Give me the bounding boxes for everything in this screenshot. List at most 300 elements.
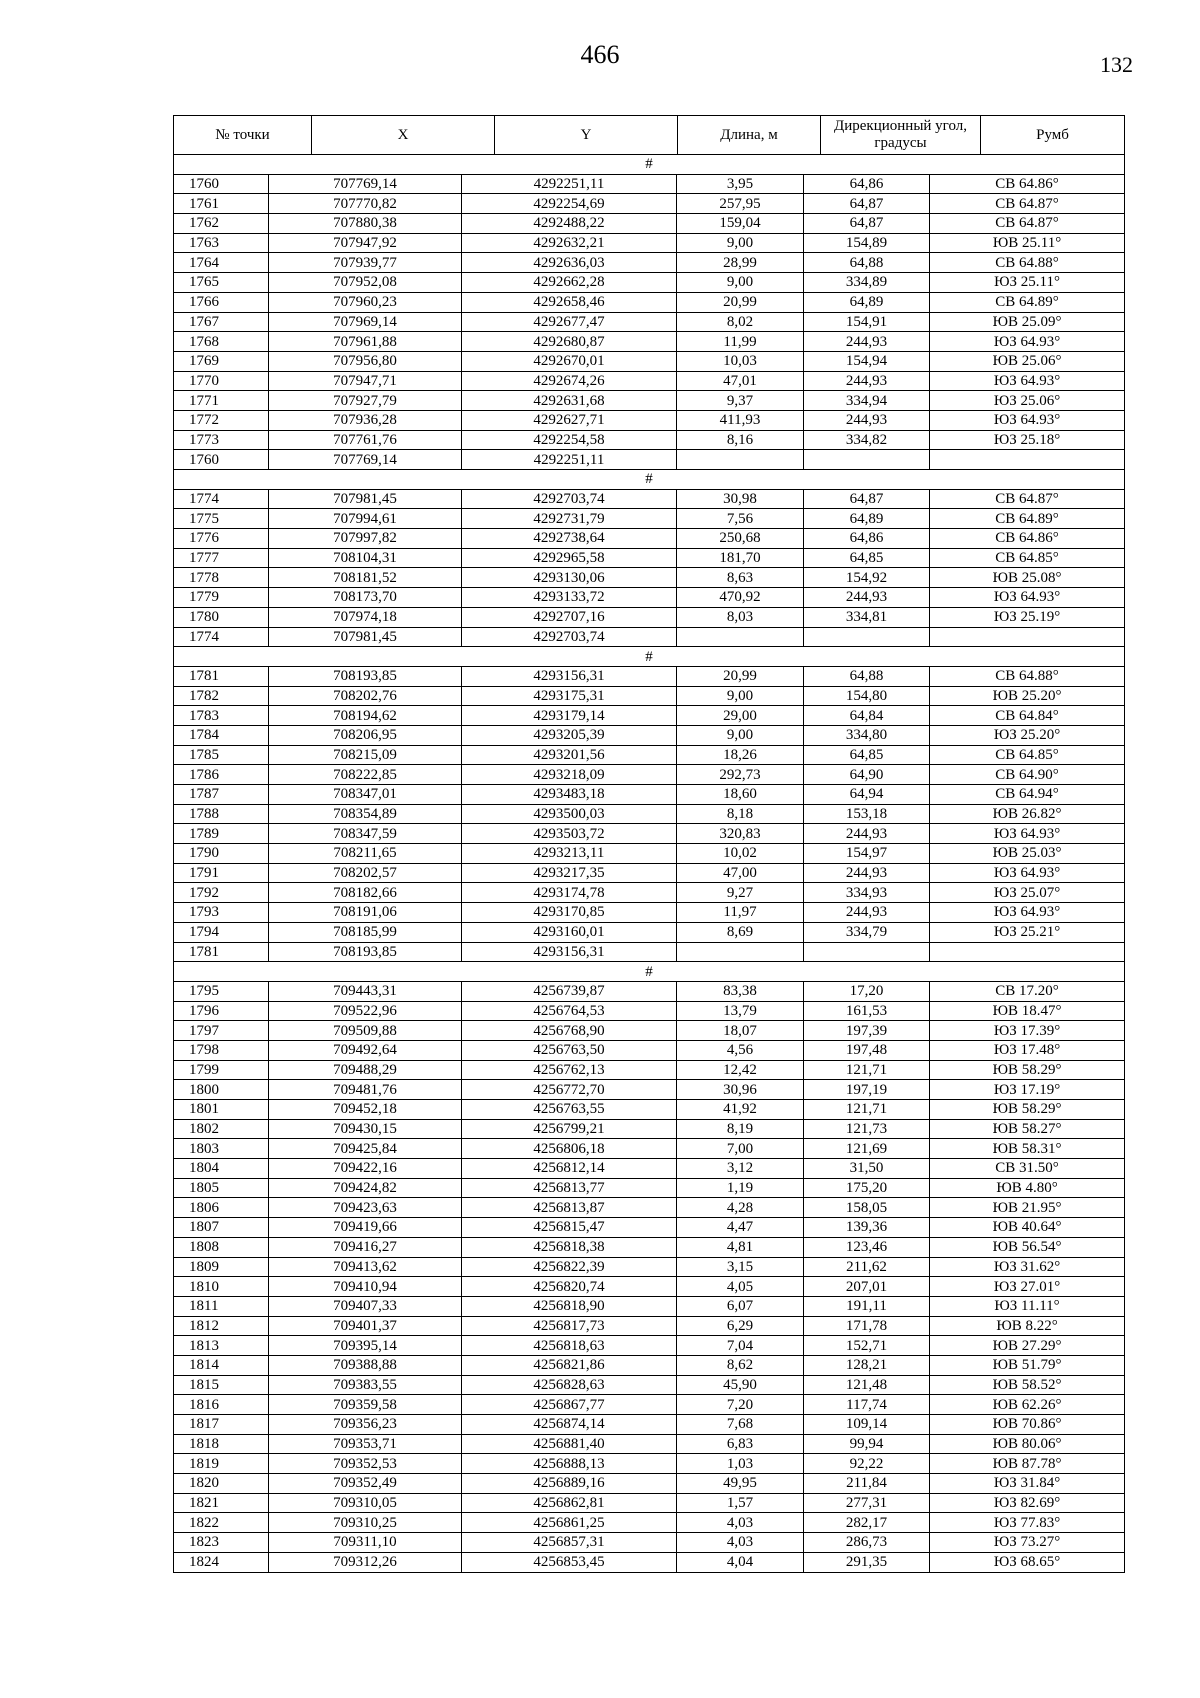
x-cell: 709425,84 — [269, 1139, 462, 1159]
table-row — [174, 529, 1125, 549]
rhumb-cell: ЮВ 21.95° — [930, 1198, 1125, 1218]
rhumb-cell: ЮВ 25.09° — [930, 312, 1125, 332]
length-cell: 6,83 — [677, 1434, 804, 1454]
y-cell: 4293500,03 — [462, 804, 677, 824]
length-cell: 13,79 — [677, 1001, 804, 1021]
angle-cell: 244,93 — [804, 824, 930, 844]
x-cell: 709352,49 — [269, 1474, 462, 1494]
point-number-cell: 1775 — [174, 509, 269, 529]
point-number-cell: 1814 — [174, 1355, 269, 1375]
angle-cell: 64,90 — [804, 765, 930, 785]
length-cell: 18,07 — [677, 1021, 804, 1041]
table-row — [174, 1100, 1125, 1120]
angle-cell: 64,89 — [804, 292, 930, 312]
length-cell: 18,60 — [677, 785, 804, 805]
y-cell: 4256762,13 — [462, 1060, 677, 1080]
rhumb-cell: СВ 64.85° — [930, 745, 1125, 765]
point-number-cell: 1781 — [174, 666, 269, 686]
table-row — [174, 1001, 1125, 1021]
point-number-cell: 1817 — [174, 1415, 269, 1435]
point-number-cell: 1810 — [174, 1277, 269, 1297]
length-cell: 3,12 — [677, 1159, 804, 1179]
angle-cell: 64,87 — [804, 489, 930, 509]
length-cell: 7,20 — [677, 1395, 804, 1415]
y-cell: 4256822,39 — [462, 1257, 677, 1277]
x-cell: 707947,92 — [269, 233, 462, 253]
angle-cell: 154,80 — [804, 686, 930, 706]
y-cell: 4256806,18 — [462, 1139, 677, 1159]
rhumb-cell: ЮЗ 64.93° — [930, 903, 1125, 923]
table-row — [174, 1513, 1125, 1533]
x-cell: 709488,29 — [269, 1060, 462, 1080]
table-row — [174, 1218, 1125, 1238]
y-cell: 4293170,85 — [462, 903, 677, 923]
x-cell: 707997,82 — [269, 529, 462, 549]
point-number-cell: 1791 — [174, 863, 269, 883]
angle-cell: 334,80 — [804, 725, 930, 745]
length-cell: 4,04 — [677, 1552, 804, 1572]
table-row — [174, 233, 1125, 253]
x-cell: 707939,77 — [269, 253, 462, 273]
point-number-cell: 1794 — [174, 922, 269, 942]
x-cell: 707936,28 — [269, 410, 462, 430]
x-cell: 709395,14 — [269, 1336, 462, 1356]
point-number-cell: 1788 — [174, 804, 269, 824]
point-number-cell: 1779 — [174, 588, 269, 608]
point-number-cell: 1804 — [174, 1159, 269, 1179]
table-row — [174, 1316, 1125, 1336]
x-cell: 707947,71 — [269, 371, 462, 391]
y-cell: 4293156,31 — [462, 942, 677, 962]
length-cell: 8,18 — [677, 804, 804, 824]
angle-cell: 286,73 — [804, 1533, 930, 1553]
x-cell: 707769,14 — [269, 174, 462, 194]
angle-cell: 211,84 — [804, 1474, 930, 1494]
x-cell: 709509,88 — [269, 1021, 462, 1041]
point-number-cell: 1777 — [174, 548, 269, 568]
rhumb-cell: ЮЗ 64.93° — [930, 371, 1125, 391]
point-number-cell: 1820 — [174, 1474, 269, 1494]
x-cell: 707981,45 — [269, 627, 462, 647]
rhumb-cell: ЮВ 80.06° — [930, 1434, 1125, 1454]
angle-cell: 154,91 — [804, 312, 930, 332]
y-cell: 4256828,63 — [462, 1375, 677, 1395]
length-cell: 28,99 — [677, 253, 804, 273]
x-cell: 709310,05 — [269, 1493, 462, 1513]
table-row — [174, 1257, 1125, 1277]
x-cell: 709522,96 — [269, 1001, 462, 1021]
length-cell: 30,98 — [677, 489, 804, 509]
y-cell: 4256813,77 — [462, 1178, 677, 1198]
point-number-cell: 1780 — [174, 607, 269, 627]
length-cell: 9,00 — [677, 273, 804, 293]
table-row — [174, 253, 1125, 273]
section-separator-mark: # — [174, 647, 1125, 667]
point-number-cell: 1769 — [174, 351, 269, 371]
y-cell: 4293201,56 — [462, 745, 677, 765]
length-cell: 1,03 — [677, 1454, 804, 1474]
table-row — [174, 922, 1125, 942]
length-cell: 257,95 — [677, 194, 804, 214]
y-cell: 4293174,78 — [462, 883, 677, 903]
table-row — [174, 785, 1125, 805]
length-cell: 20,99 — [677, 292, 804, 312]
x-cell: 709353,71 — [269, 1434, 462, 1454]
point-number-cell: 1823 — [174, 1533, 269, 1553]
y-cell: 4256739,87 — [462, 981, 677, 1001]
length-cell: 9,00 — [677, 725, 804, 745]
table-row — [174, 1375, 1125, 1395]
rhumb-cell — [930, 450, 1125, 470]
angle-cell: 121,73 — [804, 1119, 930, 1139]
length-cell: 8,19 — [677, 1119, 804, 1139]
table-row — [174, 666, 1125, 686]
y-cell: 4292662,28 — [462, 273, 677, 293]
angle-cell: 244,93 — [804, 410, 930, 430]
header-rhumb: Румб — [981, 116, 1125, 155]
point-number-cell: 1789 — [174, 824, 269, 844]
x-cell: 709416,27 — [269, 1237, 462, 1257]
x-cell: 709430,15 — [269, 1119, 462, 1139]
rhumb-cell: ЮЗ 82.69° — [930, 1493, 1125, 1513]
y-cell: 4293179,14 — [462, 706, 677, 726]
table-row — [174, 273, 1125, 293]
table-row — [174, 745, 1125, 765]
rhumb-cell: ЮЗ 64.93° — [930, 863, 1125, 883]
angle-cell: 31,50 — [804, 1159, 930, 1179]
table-row — [174, 1434, 1125, 1454]
y-cell: 4292251,11 — [462, 174, 677, 194]
length-cell: 181,70 — [677, 548, 804, 568]
x-cell: 707952,08 — [269, 273, 462, 293]
x-cell: 708173,70 — [269, 588, 462, 608]
point-number-cell: 1808 — [174, 1237, 269, 1257]
table-row — [174, 725, 1125, 745]
section-separator-mark: # — [174, 155, 1125, 175]
table-row — [174, 1415, 1125, 1435]
rhumb-cell: ЮВ 25.20° — [930, 686, 1125, 706]
table-row — [174, 1040, 1125, 1060]
x-cell: 707761,76 — [269, 430, 462, 450]
point-number-cell: 1770 — [174, 371, 269, 391]
rhumb-cell: ЮЗ 25.06° — [930, 391, 1125, 411]
rhumb-cell: ЮВ 25.11° — [930, 233, 1125, 253]
angle-cell: 244,93 — [804, 588, 930, 608]
point-number-cell: 1822 — [174, 1513, 269, 1533]
rhumb-cell: ЮВ 27.29° — [930, 1336, 1125, 1356]
point-number-cell: 1773 — [174, 430, 269, 450]
x-cell: 707960,23 — [269, 292, 462, 312]
y-cell: 4256853,45 — [462, 1552, 677, 1572]
x-cell: 709310,25 — [269, 1513, 462, 1533]
point-number-cell: 1767 — [174, 312, 269, 332]
angle-cell: 291,35 — [804, 1552, 930, 1572]
table-row — [174, 351, 1125, 371]
point-number-cell: 1800 — [174, 1080, 269, 1100]
length-cell: 20,99 — [677, 666, 804, 686]
y-cell: 4293156,31 — [462, 666, 677, 686]
point-number-cell: 1763 — [174, 233, 269, 253]
point-number-cell: 1811 — [174, 1296, 269, 1316]
table-row — [174, 292, 1125, 312]
header-direction-angle: Дирекционный угол, градусы — [821, 116, 981, 155]
length-cell: 30,96 — [677, 1080, 804, 1100]
y-cell: 4292631,68 — [462, 391, 677, 411]
x-cell: 709492,64 — [269, 1040, 462, 1060]
table-row — [174, 686, 1125, 706]
point-number-cell: 1802 — [174, 1119, 269, 1139]
table-row — [174, 489, 1125, 509]
x-cell: 708193,85 — [269, 666, 462, 686]
table-header — [173, 115, 1125, 155]
y-cell: 4256763,50 — [462, 1040, 677, 1060]
rhumb-cell: СВ 64.88° — [930, 666, 1125, 686]
x-cell: 708222,85 — [269, 765, 462, 785]
angle-cell: 244,93 — [804, 863, 930, 883]
length-cell: 83,38 — [677, 981, 804, 1001]
table-row — [174, 568, 1125, 588]
angle-cell: 64,85 — [804, 745, 930, 765]
x-cell: 709356,23 — [269, 1415, 462, 1435]
point-number-cell: 1785 — [174, 745, 269, 765]
table-row — [174, 804, 1125, 824]
x-cell: 708347,59 — [269, 824, 462, 844]
length-cell: 320,83 — [677, 824, 804, 844]
angle-cell: 64,85 — [804, 548, 930, 568]
point-number-cell: 1821 — [174, 1493, 269, 1513]
y-cell: 4292636,03 — [462, 253, 677, 273]
table-row — [174, 1119, 1125, 1139]
length-cell: 45,90 — [677, 1375, 804, 1395]
x-cell: 709419,66 — [269, 1218, 462, 1238]
table-row — [174, 410, 1125, 430]
point-number-cell: 1806 — [174, 1198, 269, 1218]
point-number-cell: 1774 — [174, 627, 269, 647]
point-number-cell: 1768 — [174, 332, 269, 352]
length-cell: 7,04 — [677, 1336, 804, 1356]
y-cell: 4256867,77 — [462, 1395, 677, 1415]
rhumb-cell: ЮВ 25.08° — [930, 568, 1125, 588]
y-cell: 4256763,55 — [462, 1100, 677, 1120]
x-cell: 707974,18 — [269, 607, 462, 627]
table-row — [174, 883, 1125, 903]
angle-cell: 152,71 — [804, 1336, 930, 1356]
point-number-cell: 1819 — [174, 1454, 269, 1474]
y-cell: 4256815,47 — [462, 1218, 677, 1238]
point-number-cell: 1776 — [174, 529, 269, 549]
table-row — [174, 332, 1125, 352]
point-number-cell: 1766 — [174, 292, 269, 312]
point-number-cell: 1787 — [174, 785, 269, 805]
rhumb-cell: ЮЗ 11.11° — [930, 1296, 1125, 1316]
x-cell: 708354,89 — [269, 804, 462, 824]
y-cell: 4256764,53 — [462, 1001, 677, 1021]
point-number-cell: 1812 — [174, 1316, 269, 1336]
x-cell: 708181,52 — [269, 568, 462, 588]
rhumb-cell: ЮВ 26.82° — [930, 804, 1125, 824]
rhumb-cell: ЮЗ 68.65° — [930, 1552, 1125, 1572]
angle-cell: 154,89 — [804, 233, 930, 253]
table-row — [174, 627, 1125, 647]
point-number-cell: 1781 — [174, 942, 269, 962]
rhumb-cell: ЮЗ 25.21° — [930, 922, 1125, 942]
point-number-cell: 1803 — [174, 1139, 269, 1159]
table-row — [174, 981, 1125, 1001]
header-length: Длина, м — [678, 116, 821, 155]
rhumb-cell: ЮЗ 17.19° — [930, 1080, 1125, 1100]
y-cell: 4292254,58 — [462, 430, 677, 450]
angle-cell: 117,74 — [804, 1395, 930, 1415]
angle-cell: 277,31 — [804, 1493, 930, 1513]
length-cell: 4,81 — [677, 1237, 804, 1257]
length-cell: 6,07 — [677, 1296, 804, 1316]
y-cell: 4292731,79 — [462, 509, 677, 529]
table-row — [174, 1080, 1125, 1100]
y-cell: 4256888,13 — [462, 1454, 677, 1474]
x-cell: 707880,38 — [269, 214, 462, 234]
y-cell: 4256889,16 — [462, 1474, 677, 1494]
rhumb-cell: ЮЗ 64.93° — [930, 824, 1125, 844]
rhumb-cell: ЮЗ 25.07° — [930, 883, 1125, 903]
point-number-cell: 1790 — [174, 844, 269, 864]
rhumb-cell: ЮВ 40.64° — [930, 1218, 1125, 1238]
table-row — [174, 863, 1125, 883]
header-x: X — [312, 116, 495, 155]
x-cell: 708182,66 — [269, 883, 462, 903]
point-number-cell: 1761 — [174, 194, 269, 214]
x-cell: 709312,26 — [269, 1552, 462, 1572]
rhumb-cell: ЮЗ 17.48° — [930, 1040, 1125, 1060]
angle-cell: 121,69 — [804, 1139, 930, 1159]
point-number-cell: 1772 — [174, 410, 269, 430]
point-number-cell: 1771 — [174, 391, 269, 411]
point-number-cell: 1783 — [174, 706, 269, 726]
point-number-cell: 1805 — [174, 1178, 269, 1198]
rhumb-cell: ЮВ 58.52° — [930, 1375, 1125, 1395]
point-number-cell: 1762 — [174, 214, 269, 234]
rhumb-cell: СВ 64.89° — [930, 292, 1125, 312]
point-number-cell: 1813 — [174, 1336, 269, 1356]
angle-cell: 64,84 — [804, 706, 930, 726]
table-row — [174, 1237, 1125, 1257]
x-cell: 707769,14 — [269, 450, 462, 470]
table-row — [174, 588, 1125, 608]
rhumb-cell: ЮЗ 64.93° — [930, 588, 1125, 608]
length-cell: 8,62 — [677, 1355, 804, 1375]
y-cell: 4256861,25 — [462, 1513, 677, 1533]
angle-cell: 334,82 — [804, 430, 930, 450]
point-number-cell: 1807 — [174, 1218, 269, 1238]
table-row — [174, 509, 1125, 529]
section-separator — [174, 962, 1125, 982]
x-cell: 709311,10 — [269, 1533, 462, 1553]
length-cell: 47,01 — [677, 371, 804, 391]
point-number-cell: 1809 — [174, 1257, 269, 1277]
length-cell: 411,93 — [677, 410, 804, 430]
table-row — [174, 1198, 1125, 1218]
length-cell: 41,92 — [677, 1100, 804, 1120]
x-cell: 708104,31 — [269, 548, 462, 568]
angle-cell: 154,97 — [804, 844, 930, 864]
y-cell: 4293133,72 — [462, 588, 677, 608]
y-cell: 4256818,63 — [462, 1336, 677, 1356]
rhumb-cell — [930, 627, 1125, 647]
rhumb-cell: СВ 64.84° — [930, 706, 1125, 726]
y-cell: 4292670,01 — [462, 351, 677, 371]
y-cell: 4293483,18 — [462, 785, 677, 805]
table-row — [174, 1021, 1125, 1041]
x-cell: 707927,79 — [269, 391, 462, 411]
y-cell: 4256857,31 — [462, 1533, 677, 1553]
y-cell: 4292703,74 — [462, 627, 677, 647]
rhumb-cell: СВ 31.50° — [930, 1159, 1125, 1179]
table-row — [174, 942, 1125, 962]
table-row — [174, 844, 1125, 864]
table-row — [174, 450, 1125, 470]
length-cell: 12,42 — [677, 1060, 804, 1080]
x-cell: 708202,76 — [269, 686, 462, 706]
angle-cell: 123,46 — [804, 1237, 930, 1257]
x-cell: 709401,37 — [269, 1316, 462, 1336]
rhumb-cell: ЮЗ 31.62° — [930, 1257, 1125, 1277]
angle-cell — [804, 450, 930, 470]
rhumb-cell: ЮЗ 64.93° — [930, 332, 1125, 352]
point-number-cell: 1760 — [174, 174, 269, 194]
point-number-cell: 1824 — [174, 1552, 269, 1572]
length-cell: 29,00 — [677, 706, 804, 726]
length-cell: 4,03 — [677, 1533, 804, 1553]
angle-cell: 64,87 — [804, 214, 930, 234]
point-number-cell: 1784 — [174, 725, 269, 745]
table-row — [174, 1159, 1125, 1179]
y-cell: 4256818,90 — [462, 1296, 677, 1316]
header-y: Y — [495, 116, 678, 155]
point-number-cell: 1792 — [174, 883, 269, 903]
angle-cell: 175,20 — [804, 1178, 930, 1198]
angle-cell: 121,71 — [804, 1060, 930, 1080]
rhumb-cell: ЮВ 8.22° — [930, 1316, 1125, 1336]
angle-cell: 64,86 — [804, 174, 930, 194]
rhumb-cell: СВ 64.90° — [930, 765, 1125, 785]
rhumb-cell: ЮВ 25.06° — [930, 351, 1125, 371]
y-cell: 4256821,86 — [462, 1355, 677, 1375]
rhumb-cell: ЮВ 58.31° — [930, 1139, 1125, 1159]
rhumb-cell: ЮВ 4.80° — [930, 1178, 1125, 1198]
point-number-cell: 1801 — [174, 1100, 269, 1120]
rhumb-cell: ЮЗ 27.01° — [930, 1277, 1125, 1297]
rhumb-cell: ЮЗ 25.19° — [930, 607, 1125, 627]
rhumb-cell: ЮВ 58.27° — [930, 1119, 1125, 1139]
length-cell: 7,68 — [677, 1415, 804, 1435]
rhumb-cell: СВ 64.87° — [930, 214, 1125, 234]
angle-cell: 99,94 — [804, 1434, 930, 1454]
angle-cell: 161,53 — [804, 1001, 930, 1021]
angle-cell: 154,92 — [804, 568, 930, 588]
length-cell: 8,03 — [677, 607, 804, 627]
length-cell — [677, 450, 804, 470]
y-cell: 4293205,39 — [462, 725, 677, 745]
rhumb-cell — [930, 942, 1125, 962]
point-number-cell: 1797 — [174, 1021, 269, 1041]
length-cell: 470,92 — [677, 588, 804, 608]
rhumb-cell: СВ 64.88° — [930, 253, 1125, 273]
length-cell: 7,00 — [677, 1139, 804, 1159]
table-row — [174, 607, 1125, 627]
length-cell — [677, 942, 804, 962]
length-cell: 4,56 — [677, 1040, 804, 1060]
point-number-cell: 1799 — [174, 1060, 269, 1080]
coordinates-table — [173, 154, 1125, 1573]
